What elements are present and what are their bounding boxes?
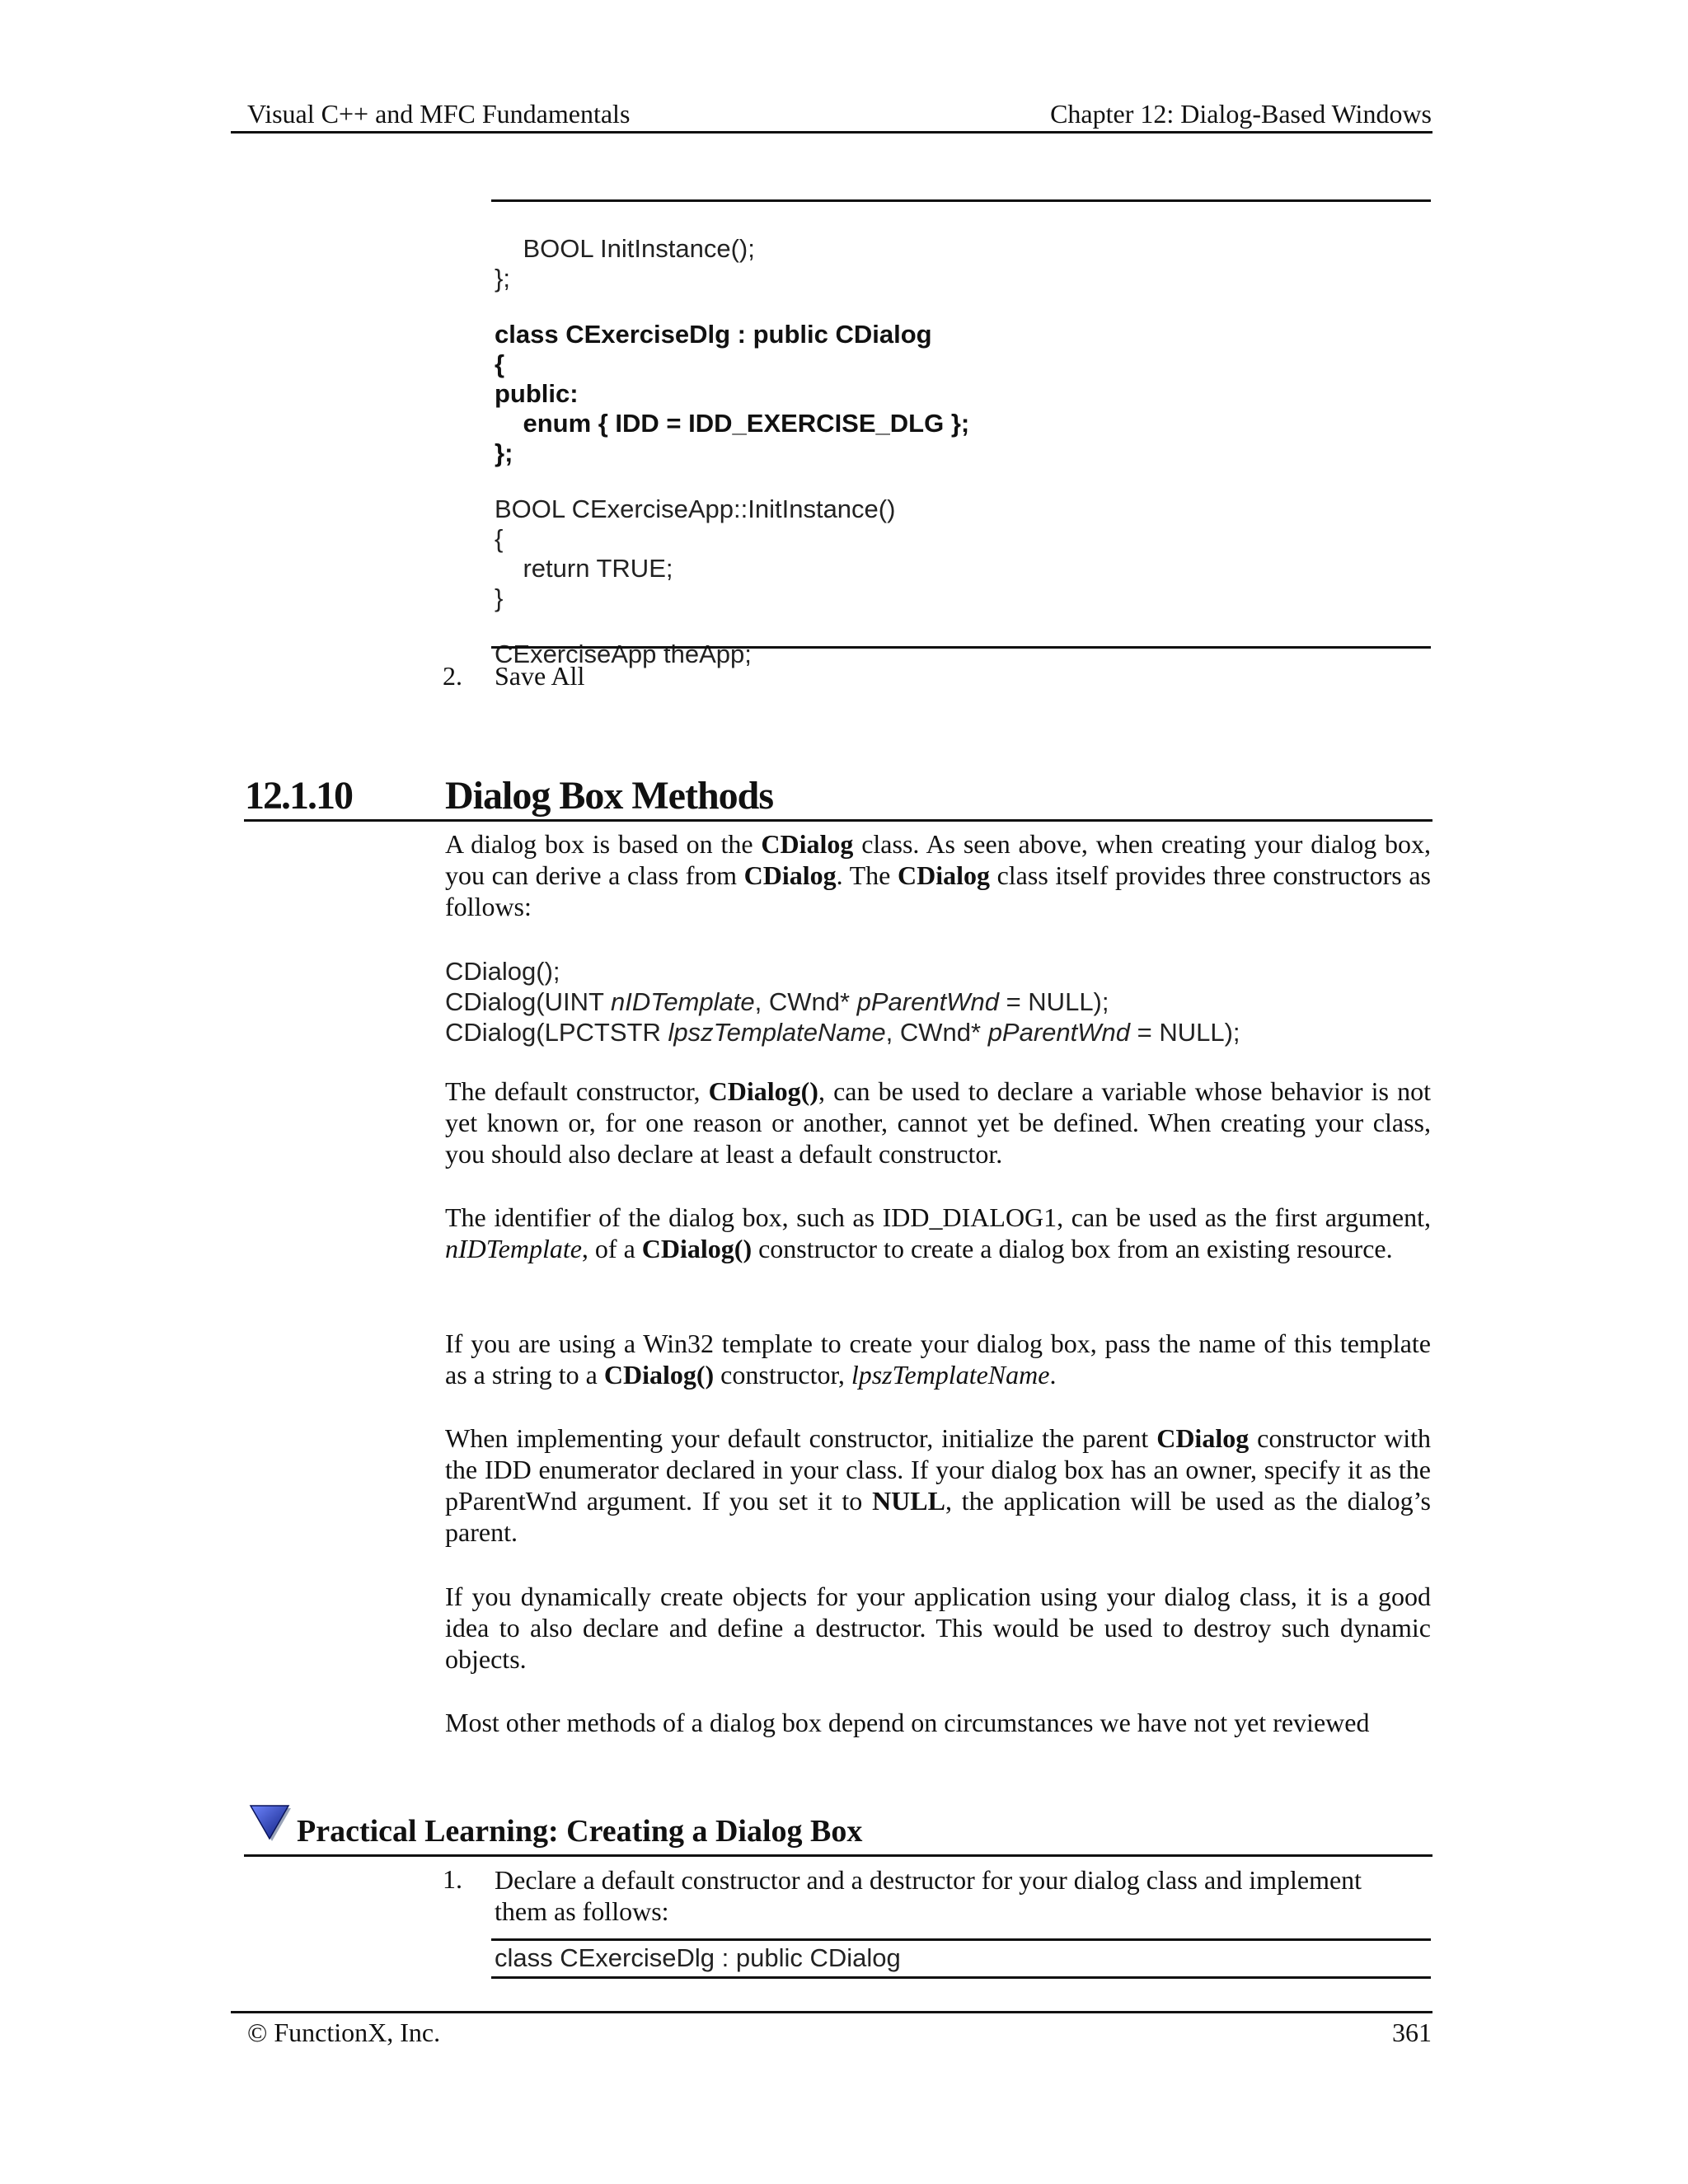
code-line: return TRUE;	[495, 554, 673, 583]
bold-run: CDialog()	[708, 1076, 818, 1106]
footer-copyright: © FunctionX, Inc.	[247, 2018, 441, 2047]
text-run: The default constructor,	[445, 1076, 709, 1106]
page-number: 361	[1392, 2018, 1432, 2047]
text-run: constructor with the IDD enumerator declared in your class. If your dialog box has an owner, specify it as the pParentWnd argument. If you set it to	[445, 1423, 1432, 1516]
param-name: lpszTemplateName	[668, 1018, 886, 1047]
text-run: constructor,	[714, 1360, 851, 1390]
code-line	[445, 987, 1240, 1017]
code-top-rule	[491, 1938, 1431, 1941]
step-number: 2.	[443, 661, 462, 691]
text-run: , of a	[581, 1234, 642, 1263]
text-run: , the application will be used as the dialog’s parent.	[445, 1486, 1432, 1547]
header-rule	[231, 131, 1432, 134]
paragraph-3	[445, 1202, 1431, 1264]
bold-run: CDialog()	[603, 1360, 715, 1390]
code-line: class CExerciseDlg : public CDialog	[495, 1943, 901, 1972]
paragraph-7: Most other methods of a dialog box depend on circumstances we have not yet reviewed	[445, 1708, 1370, 1737]
text-run: , CWnd*	[754, 987, 857, 1016]
footer-rule	[231, 2011, 1432, 2013]
code-line: {	[495, 349, 505, 378]
constructors-code	[445, 956, 1240, 1047]
param-name: nIDTemplate	[610, 987, 755, 1016]
section-title: Dialog Box Methods	[445, 774, 774, 818]
section-rule	[244, 819, 1432, 822]
text-run: , can be used to declare a variable whose behavior is not yet known or, for one reason or another, cannot yet be defined. When creating your class, you should also declare at least a default constructor.	[445, 1076, 1432, 1169]
code-line: {	[495, 524, 504, 553]
paragraph-2	[445, 1076, 1431, 1169]
paragraph-6: If you dynamically create objects for your application using your dialog class, it is a good idea to also declare and define a destructor. This would be used to destroy such dynamic objects.	[445, 1582, 1431, 1674]
bold-run: CDialog()	[641, 1234, 753, 1263]
code-bottom-rule	[491, 646, 1431, 649]
paragraph-5	[445, 1422, 1431, 1548]
code-line: public:	[495, 379, 579, 408]
code-line: };	[495, 264, 510, 293]
code-line: enum { IDD = IDD_EXERCISE_DLG };	[495, 409, 970, 438]
code-line	[445, 1017, 1240, 1047]
paragraph-4	[445, 1328, 1431, 1390]
text-run: , CWnd*	[885, 1018, 988, 1047]
bold-run: NULL	[872, 1486, 945, 1516]
code-line: };	[495, 438, 513, 467]
code-bottom-rule	[491, 1976, 1431, 1979]
triangle-down-icon	[247, 1799, 292, 1844]
header-right: Chapter 12: Dialog-Based Windows	[1050, 99, 1432, 129]
step-text: Save All	[495, 661, 585, 691]
code-top-rule	[491, 199, 1431, 202]
code-line: BOOL CExerciseApp::InitInstance()	[495, 494, 896, 523]
text-run: .	[1049, 1360, 1057, 1390]
code-line: CDialog();	[445, 957, 560, 986]
text-run: A dialog box is based on the	[445, 829, 762, 859]
text-run: When implementing your default constructor, initialize the parent	[445, 1423, 1157, 1453]
header-left: Visual C++ and MFC Fundamentals	[247, 99, 631, 129]
text-run: . The	[836, 860, 898, 890]
text-run: class itself provides three constructors as follows:	[445, 860, 1432, 921]
code-line: BOOL InitInstance();	[495, 234, 755, 263]
text-run: constructor to create a dialog box from an existing resource.	[752, 1234, 1393, 1263]
bold-run: CDialog	[897, 860, 990, 890]
param-name: pParentWnd	[856, 987, 999, 1016]
italic-run: nIDTemplate	[445, 1234, 582, 1263]
text-run: = NULL);	[998, 987, 1109, 1016]
step-text: Declare a default constructor and a destructor for your dialog class and implement them as follows:	[495, 1865, 1362, 1926]
text-run: CDialog(UINT	[445, 987, 611, 1016]
paragraph-1	[445, 828, 1431, 922]
param-name: pParentWnd	[987, 1018, 1131, 1047]
practical-learning-title: Practical Learning: Creating a Dialog Box	[297, 1814, 863, 1849]
step-number: 1.	[443, 1864, 462, 1894]
italic-run: lpszTemplateName	[851, 1360, 1050, 1390]
text-run: CDialog(LPCTSTR	[445, 1018, 668, 1047]
text-run: The identifier of the dialog box, such as IDD_DIALOG1, can be used as the first argument,	[445, 1202, 1431, 1232]
bold-run: CDialog	[1156, 1423, 1250, 1453]
code-line: }	[495, 583, 504, 612]
code-block-1	[495, 204, 969, 699]
code-line: class CExerciseDlg : public CDialog	[495, 320, 932, 349]
bold-run: CDialog	[761, 829, 854, 859]
section-number: 12.1.10	[245, 774, 352, 818]
bold-run: CDialog	[743, 860, 837, 890]
text-run: If you are using a Win32 template to create your dialog box, pass the name of this template as a string to a	[445, 1329, 1431, 1390]
text-run: = NULL);	[1130, 1018, 1240, 1047]
text-run: class. As seen above, when creating your dialog box, you can derive a class from	[445, 829, 1432, 890]
practical-rule	[244, 1854, 1432, 1857]
code-line: CExerciseApp theApp;	[495, 640, 752, 668]
